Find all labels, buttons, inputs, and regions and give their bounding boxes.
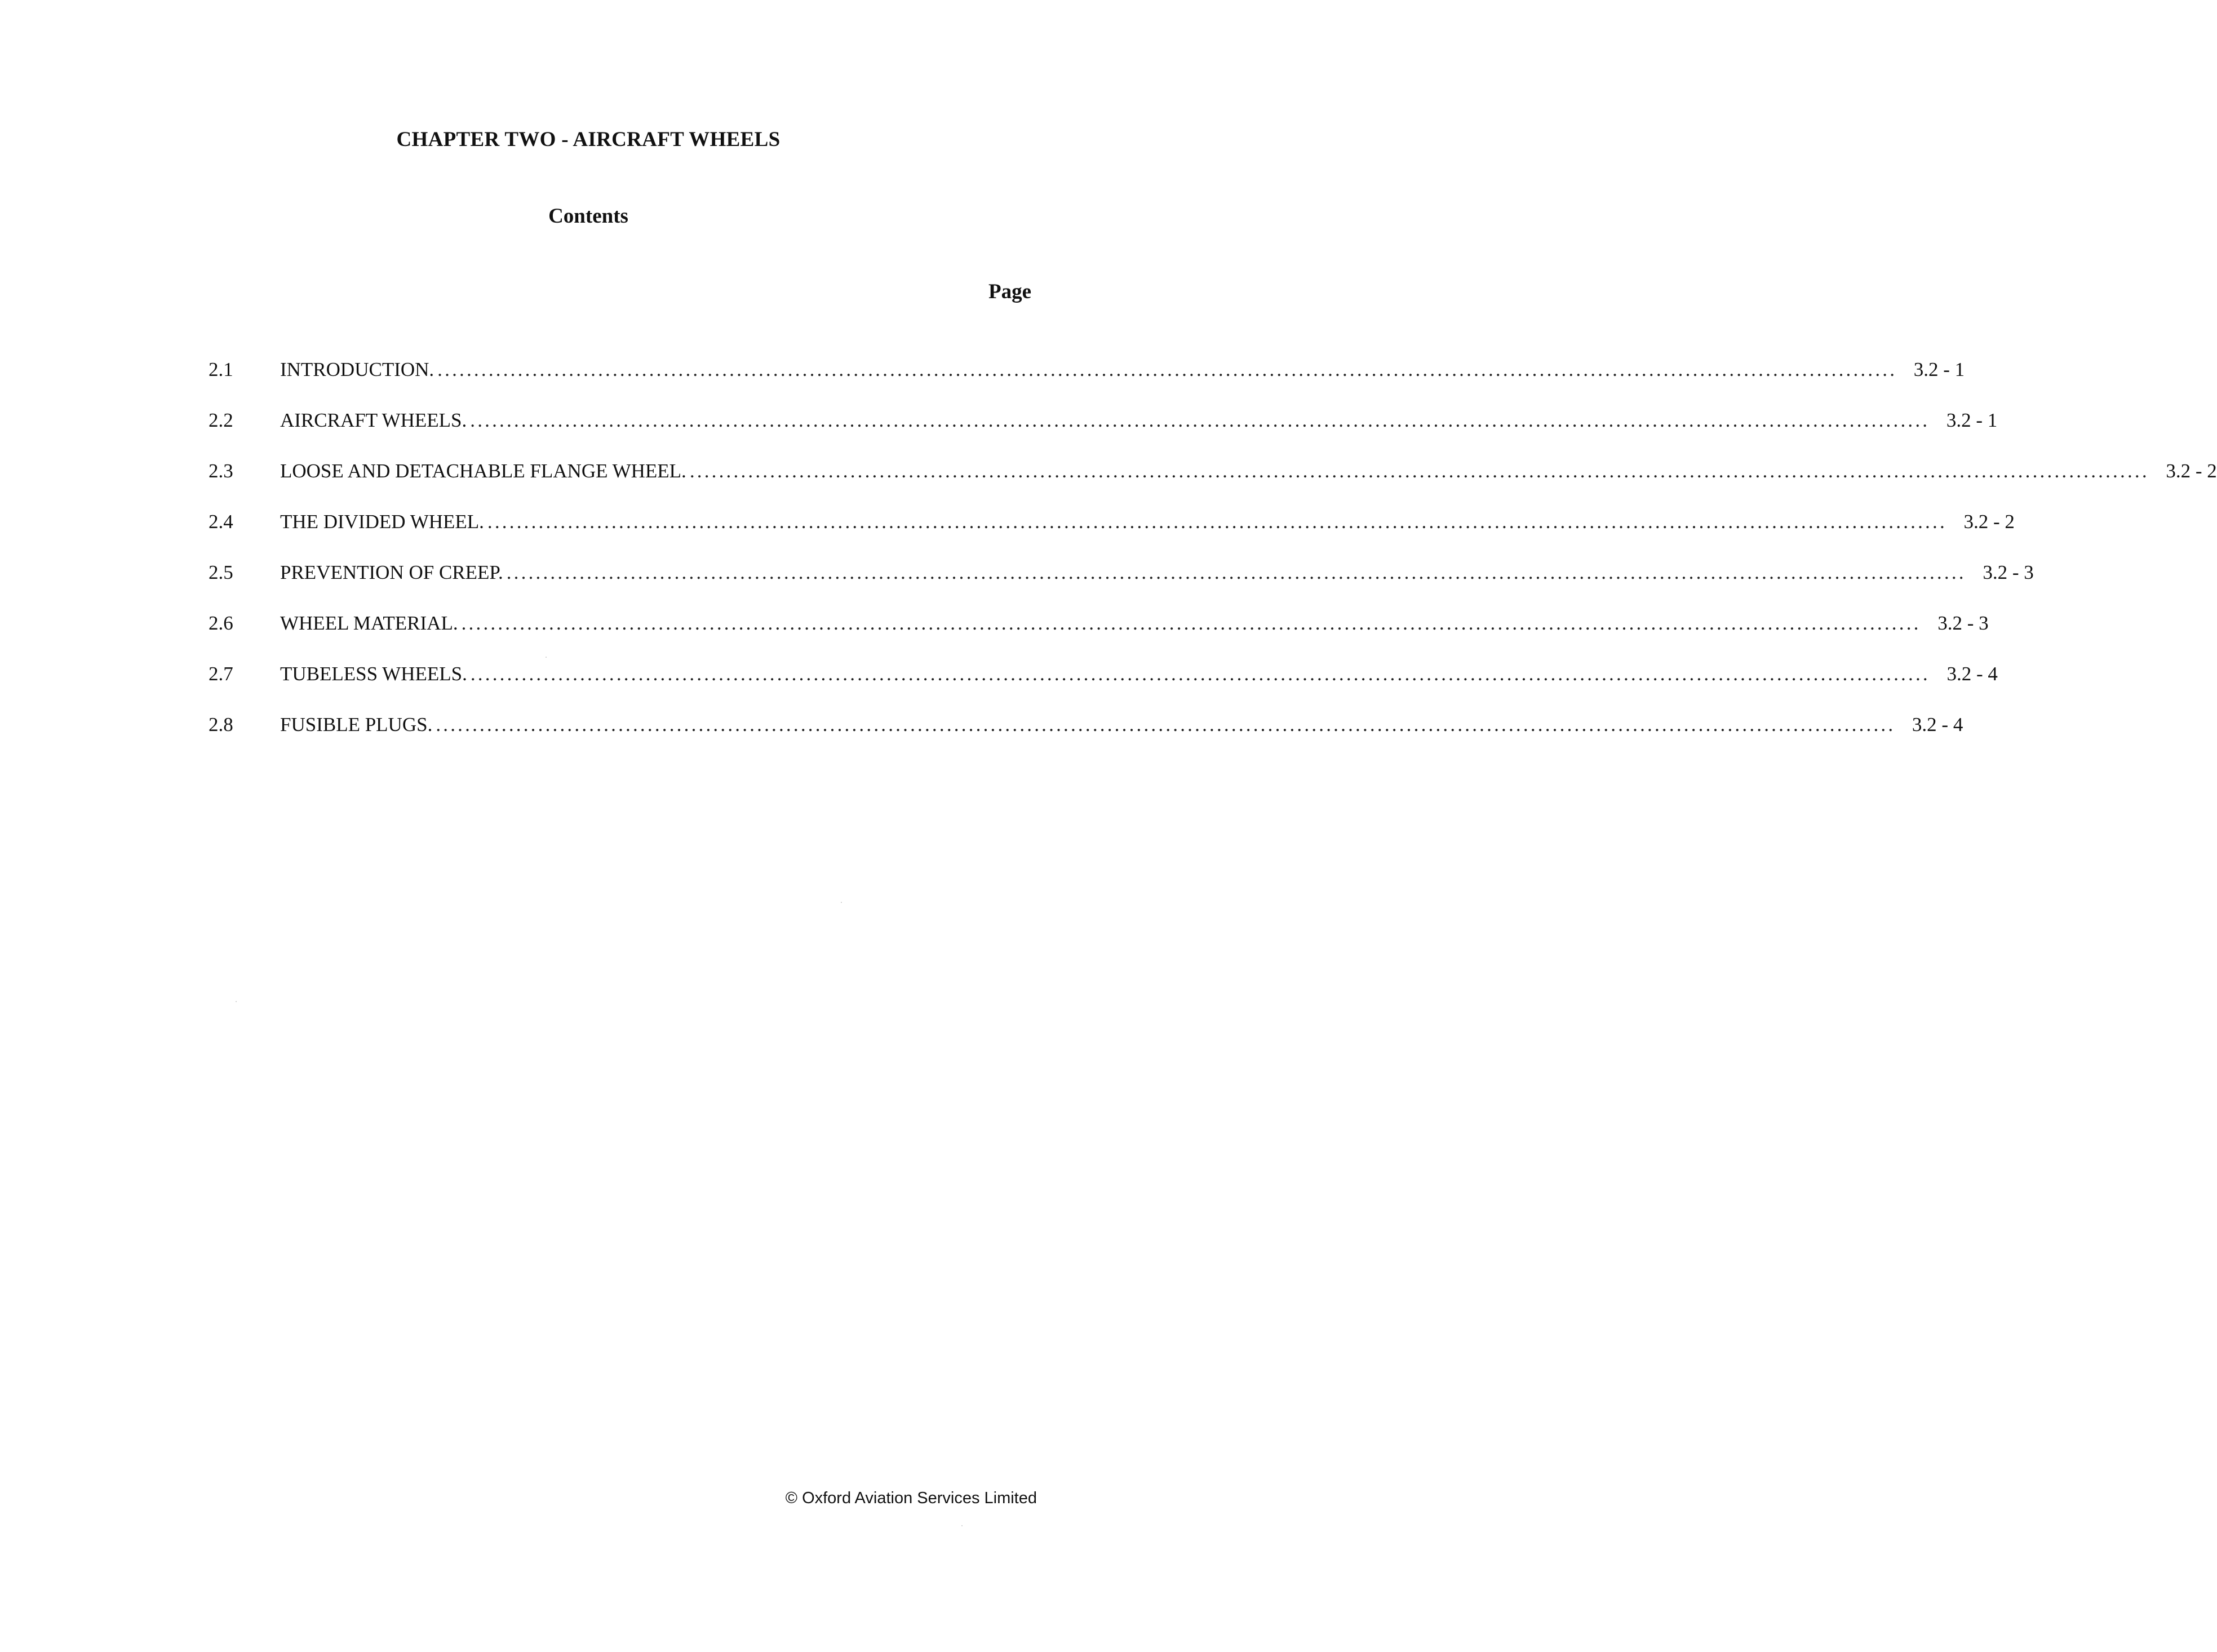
toc-entry-page: 3.2 - 1	[1946, 409, 1998, 431]
toc-entry[interactable]	[209, 612, 1989, 663]
toc-entry-title: TUBELESS WHEELS.	[280, 663, 467, 685]
toc-entry-page: 3.2 - 1	[1913, 358, 1965, 380]
toc-entry-number: 2.7	[209, 663, 233, 685]
toc-entry-number: 2.4	[209, 511, 233, 533]
toc-leader-dots: ........................................................................................................................................................................................................	[470, 663, 1930, 685]
contents-heading-text: Contents	[548, 205, 628, 228]
toc-entry-number: 2.2	[209, 409, 233, 431]
toc-entry-number: 2.3	[209, 460, 233, 482]
contents-heading	[0, 204, 1154, 228]
toc-entry-title: AIRCRAFT WHEELS.	[280, 409, 467, 431]
toc-entry-title: INTRODUCTION.	[280, 358, 434, 380]
toc-entry[interactable]	[209, 714, 1963, 764]
toc-entry-number: 2.6	[209, 612, 233, 634]
scan-speck	[546, 657, 547, 658]
scan-speck	[961, 1525, 963, 1526]
toc-entry-title: WHEEL MATERIAL.	[280, 612, 458, 634]
copyright-footer: © Oxford Aviation Services Limited	[785, 1489, 1037, 1507]
toc-entry-number: 2.1	[209, 358, 233, 380]
toc-entry-page: 3.2 - 3	[1983, 561, 2034, 583]
toc-leader-dots: ........................................................................................................................................................................................................	[487, 511, 1947, 533]
chapter-title-text: CHAPTER TWO - AIRCRAFT WHEELS	[396, 128, 781, 151]
scan-speck	[841, 902, 842, 903]
scan-speck	[236, 1001, 237, 1002]
toc-entry-title: FUSIBLE PLUGS.	[280, 714, 433, 736]
toc-entry-number: 2.5	[209, 561, 233, 583]
table-of-contents	[209, 358, 2217, 764]
toc-leader-dots: ........................................................................................................................................................................................................	[461, 612, 1921, 634]
toc-entry-page: 3.2 - 2	[1963, 511, 2015, 533]
toc-leader-dots: ........................................................................................................................................................................................................	[436, 714, 1896, 736]
toc-leader-dots: ........................................................................................................................................................................................................	[506, 561, 1966, 583]
toc-entry[interactable]	[209, 409, 1998, 460]
toc-leader-dots: ........................................................................................................................................................................................................	[689, 460, 2149, 482]
toc-entry-title: PREVENTION OF CREEP.	[280, 561, 503, 583]
toc-entry[interactable]	[209, 358, 1965, 409]
toc-entry-page: 3.2 - 4	[1912, 714, 1963, 736]
toc-entry[interactable]	[209, 460, 2217, 511]
toc-entry[interactable]	[209, 511, 2015, 561]
toc-leader-dots: ........................................................................................................................................................................................................	[470, 409, 1930, 431]
toc-entry-title: LOOSE AND DETACHABLE FLANGE WHEEL.	[280, 460, 686, 482]
toc-entry-number: 2.8	[209, 714, 233, 736]
chapter-title	[0, 127, 1154, 152]
toc-entry-page: 3.2 - 3	[1937, 612, 1989, 634]
toc-entry[interactable]	[209, 561, 2034, 612]
toc-entry-page: 3.2 - 4	[1946, 663, 1998, 685]
toc-entry[interactable]	[209, 663, 1998, 714]
toc-entry-page: 3.2 - 2	[2166, 460, 2217, 482]
page-column-heading: Page	[988, 280, 1031, 303]
toc-entry-title: THE DIVIDED WHEEL.	[280, 511, 484, 533]
toc-leader-dots: ........................................................................................................................................................................................................	[437, 358, 1897, 380]
